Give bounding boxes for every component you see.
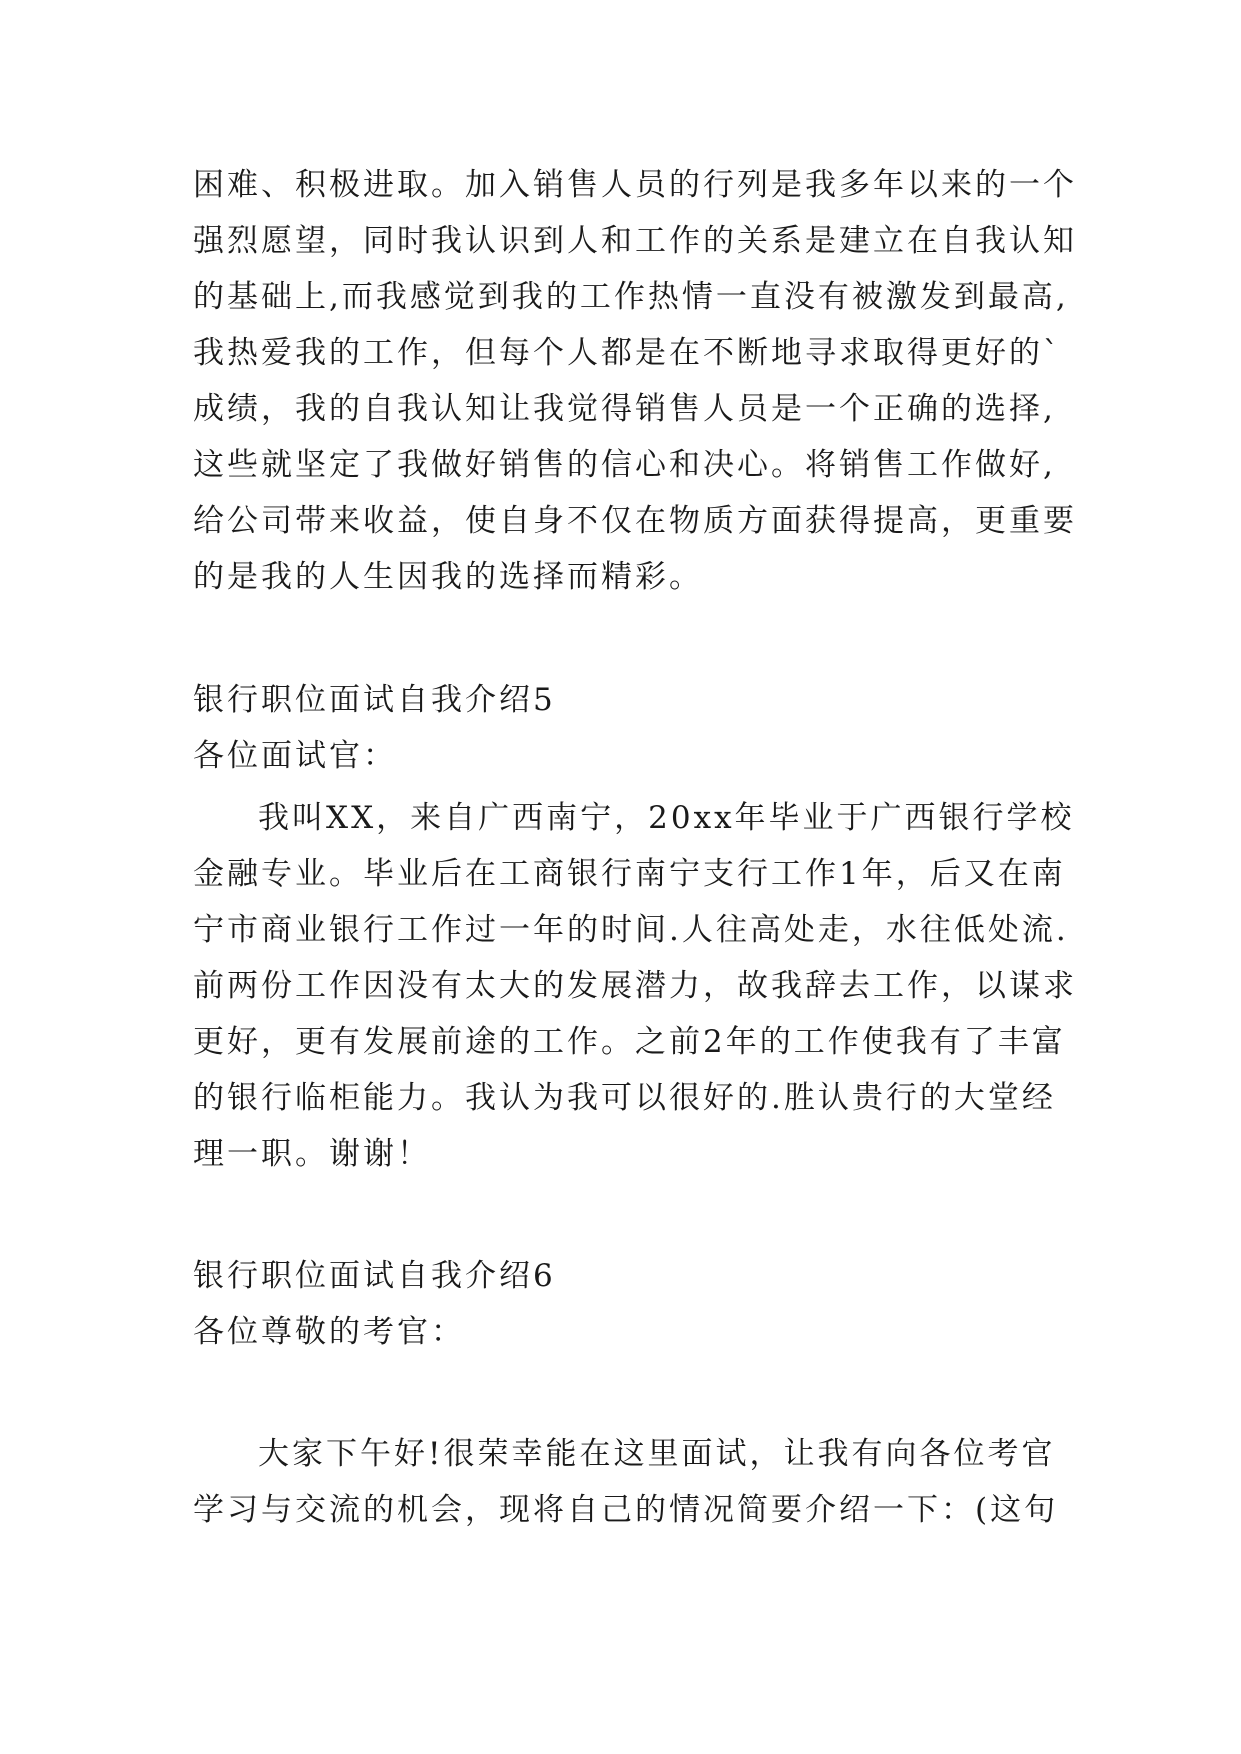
paragraph-line: 我热爱我的工作，但每个人都是在不断地寻求取得更好的`	[193, 335, 1062, 371]
salutation: 各位面试官：	[193, 738, 397, 774]
paragraph-line: 的银行临柜能力。我认为我可以很好的.胜认贵行的大堂经	[193, 1080, 1056, 1116]
paragraph-line: 金融专业。毕业后在工商银行南宁支行工作1年，后又在南	[193, 856, 1066, 892]
paragraph-line: 宁市商业银行工作过一年的时间.人往高处走，水往低处流.	[193, 912, 1069, 948]
paragraph-line: 学习与交流的机会，现将自己的情况简要介绍一下：(这句	[193, 1492, 1059, 1528]
paragraph-line: 困难、积极进取。加入销售人员的行列是我多年以来的一个	[193, 167, 1077, 203]
paragraph-line: 更好，更有发展前途的工作。之前2年的工作使我有了丰富	[193, 1024, 1066, 1060]
salutation: 各位尊敬的考官：	[193, 1314, 465, 1350]
paragraph-line: 的是我的人生因我的选择而精彩。	[193, 559, 703, 595]
paragraph-line: 强烈愿望，同时我认识到人和工作的关系是建立在自我认知	[193, 223, 1077, 259]
paragraph-line: 理一职。谢谢！	[193, 1136, 431, 1172]
paragraph-line: 给公司带来收益，使自身不仅在物质方面获得提高，更重要	[193, 503, 1077, 539]
paragraph-line: 大家下午好!很荣幸能在这里面试，让我有向各位考官	[258, 1436, 1056, 1472]
paragraph-line: 我叫XX，来自广西南宁，20xx年毕业于广西银行学校	[258, 800, 1075, 836]
paragraph-line: 前两份工作因没有太大的发展潜力，故我辞去工作，以谋求	[193, 968, 1077, 1004]
section-heading: 银行职位面试自我介绍5	[193, 682, 556, 718]
paragraph-line: 这些就坚定了我做好销售的信心和决心。将销售工作做好,	[193, 447, 1056, 483]
section-heading: 银行职位面试自我介绍6	[193, 1258, 556, 1294]
paragraph-line: 成绩，我的自我认知让我觉得销售人员是一个正确的选择,	[193, 391, 1056, 427]
paragraph-line: 的基础上,而我感觉到我的工作热情一直没有被激发到最高,	[193, 279, 1069, 315]
